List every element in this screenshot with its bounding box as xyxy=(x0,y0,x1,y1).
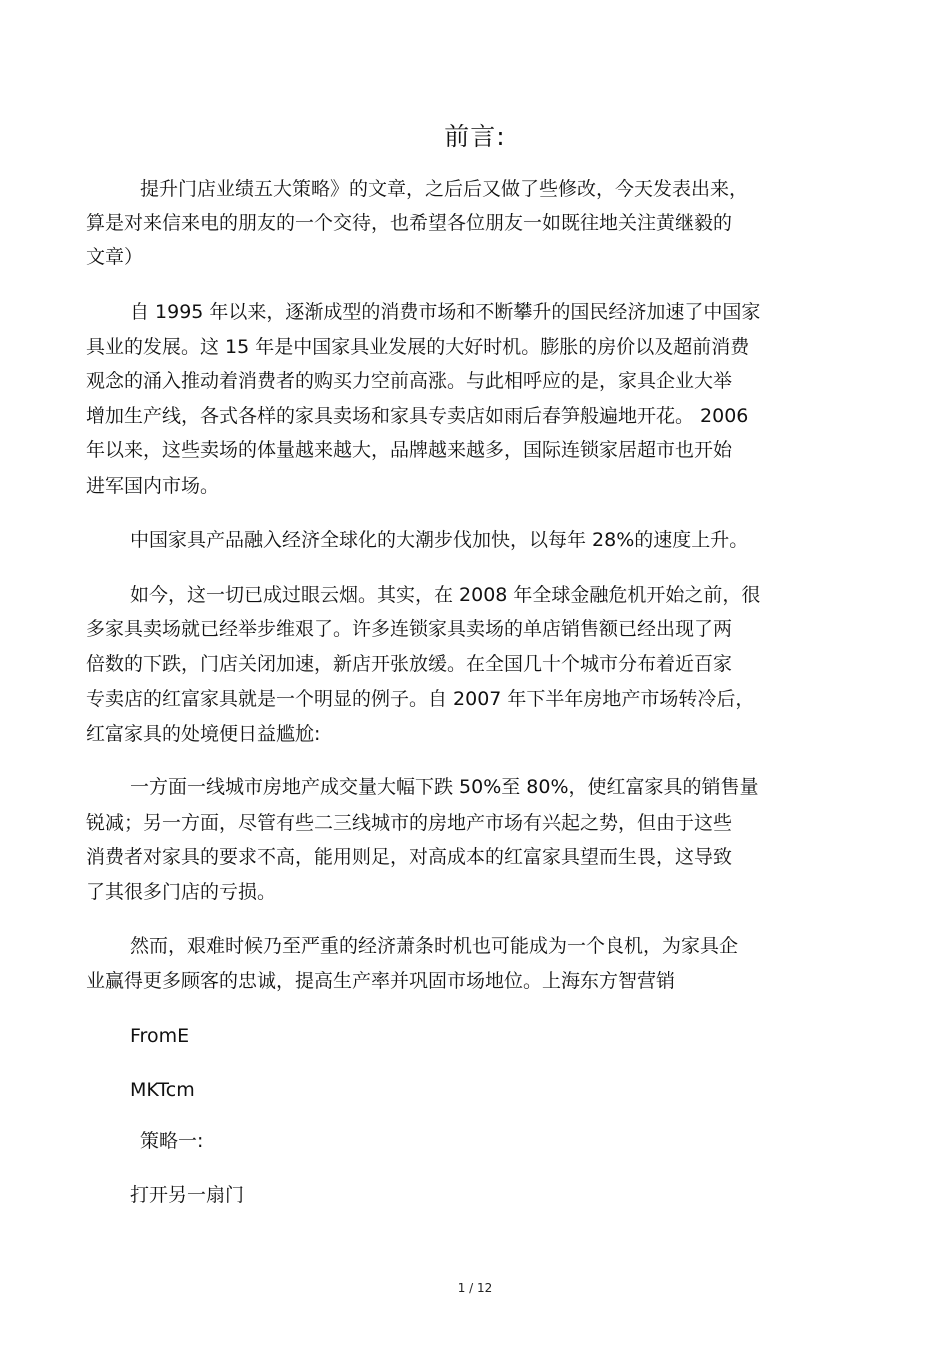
text-line: 算是对来信来电的朋友的一个交待，也希望各位朋友一如既往地关注黄继毅的 xyxy=(86,212,733,234)
text-line: 具业的发展。这 15 年是中国家具业发展的大好时机。膨胀的房价以及超前消费 xyxy=(86,336,750,358)
text-line: 中国家具产品融入经济全球化的大潮步伐加快，以每年 28%的速度上升。 xyxy=(130,529,749,551)
section-subheading: 打开另一扇门 xyxy=(130,1184,245,1206)
text-line: 锐减；另一方面，尽管有些二三线城市的房地产市场有兴起之势，但由于这些 xyxy=(86,812,733,834)
text-line: 专卖店的红富家具就是一个明显的例子。自 2007 年下半年房地产市场转冷后， xyxy=(86,688,755,710)
text-line: 自 1995 年以来，逐渐成型的消费市场和不断攀升的国民经济加速了中国家 xyxy=(130,301,761,323)
text-line: 倍数的下跌，门店关闭加速，新店开张放缓。在全国几十个城市分布着近百家 xyxy=(86,653,733,675)
text-line: MKTcm xyxy=(130,1079,195,1101)
text-line: 观念的涌入推动着消费者的购买力空前高涨。与此相呼应的是，家具企业大举 xyxy=(86,370,733,392)
text-line: FromE xyxy=(130,1025,190,1047)
text-line: 提升门店业绩五大策略》的文章，之后后又做了些修改，今天发表出来， xyxy=(140,178,749,200)
text-line: 然而，艰难时候乃至严重的经济萧条时机也可能成为一个良机，为家具企 xyxy=(130,935,739,957)
text-line: 业赢得更多顾客的忠诚，提高生产率并巩固市场地位。上海东方智营销 xyxy=(86,970,676,992)
section-heading: 策略一: xyxy=(140,1130,204,1152)
text-line: 进军国内市场。 xyxy=(86,475,220,497)
page-indicator: 1 / 12 xyxy=(457,1281,493,1295)
text-line: 增加生产线，各式各样的家具卖场和家具专卖店如雨后春笋般遍地开花。 2006 xyxy=(86,405,749,427)
text-line: 文章） xyxy=(86,246,144,268)
text-line: 红富家具的处境便日益尴尬: xyxy=(86,723,321,745)
text-line: 消费者对家具的要求不高，能用则足，对高成本的红富家具望而生畏，这导致 xyxy=(86,846,733,868)
text-line: 多家具卖场就已经举步维艰了。许多连锁家具卖场的单店销售额已经出现了两 xyxy=(86,618,733,640)
text-line: 一方面一线城市房地产成交量大幅下跌 50%至 80%，使红富家具的销售量 xyxy=(130,776,759,798)
text-line: 如今，这一切已成过眼云烟。其实，在 2008 年全球金融危机开始之前，很 xyxy=(130,584,761,606)
text-line: 年以来，这些卖场的体量越来越大，品牌越来越多，国际连锁家居超市也开始 xyxy=(86,439,733,461)
page-title: 前言: xyxy=(444,122,506,151)
text-line: 了其很多门店的亏损。 xyxy=(86,881,277,903)
